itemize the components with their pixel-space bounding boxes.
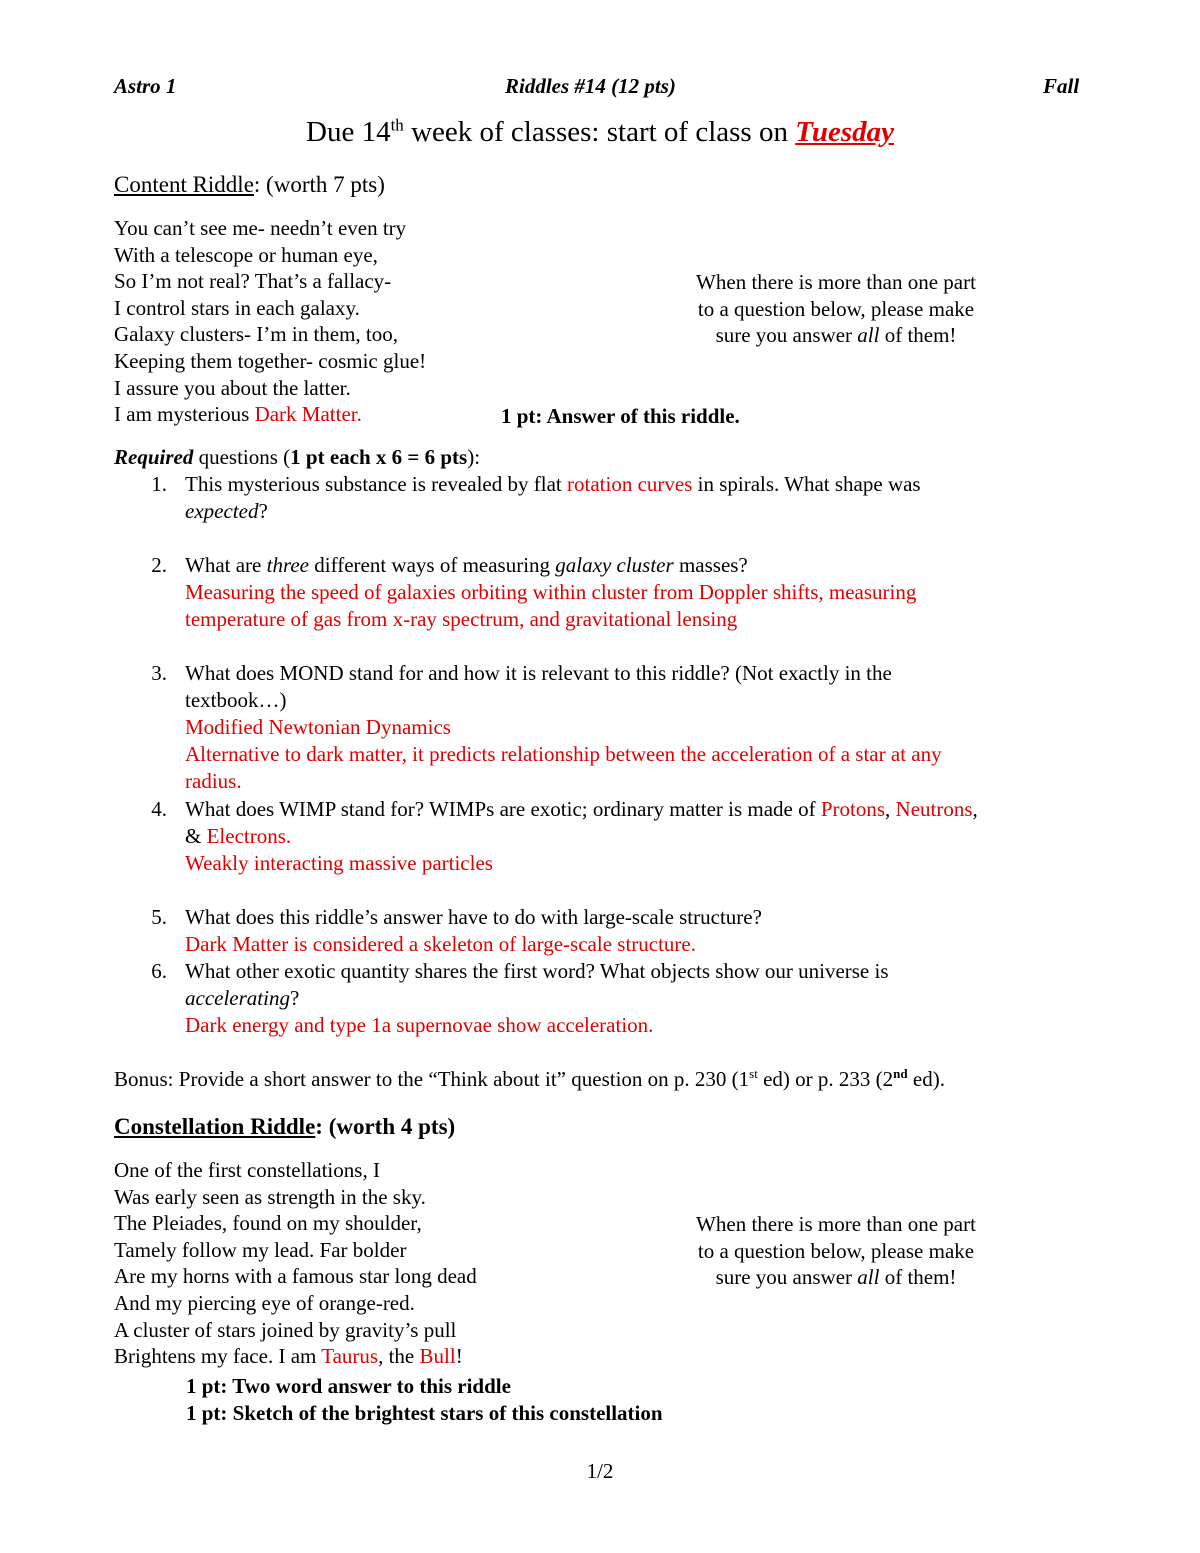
question-5: 5. What does this riddle’s answer have to do with large-scale structure? Dark Matter is considered a skeleton of large-scale structure. — [151, 905, 762, 956]
constellation-riddle-heading: Constellation Riddle: (worth 4 pts) — [114, 1114, 456, 1139]
content-riddle-points: 1 pt: Answer of this riddle. — [501, 404, 740, 428]
content-riddle-heading: Content Riddle: (worth 7 pts) — [114, 172, 385, 197]
question-4: 4. What does WIMP stand for? WIMPs are exotic; ordinary matter is made of Protons, Neutrons, & Electrons. Weakly interacting massive particles — [151, 797, 978, 875]
constellation-points-1: 1 pt: Two word answer to this riddle — [186, 1374, 511, 1398]
content-riddle-answer: Dark Matter. — [254, 402, 362, 427]
bonus-question: Bonus: Provide a short answer to the “Think about it” question on p. 230 (1st ed) or p. 233 (2nd ed). — [114, 1066, 945, 1091]
page-title: Due 14th week of classes: start of class on Tuesday — [306, 115, 894, 148]
question-3: 3. What does MOND stand for and how it is relevant to this riddle? (Not exactly in the textbook…) Modified Newtonian Dynamics Alternative to dark matter, it predicts relationship between the acceleration of a star at any radius. — [151, 661, 942, 793]
header-course: Astro 1 — [114, 74, 177, 98]
constellation-points-2: 1 pt: Sketch of the brightest stars of this constellation — [186, 1401, 663, 1425]
constellation-riddle-note: When there is more than one part to a question below, please make sure you answer all of them! — [696, 1212, 976, 1290]
question-2: 2. What are three different ways of measuring galaxy cluster masses? Measuring the speed of galaxies orbiting within cluster from Doppler shifts, measuring temperature of gas from x-ray spectrum, and gravitational lensing — [151, 553, 917, 631]
required-questions-line: Required questions (1 pt each x 6 = 6 pts): — [114, 445, 481, 469]
header-term: Fall — [1043, 74, 1080, 98]
due-day: Tuesday — [795, 116, 894, 148]
content-riddle-note: When there is more than one part to a question below, please make sure you answer all of them! — [696, 270, 976, 348]
constellation-riddle-poem: One of the first constellations, I Was early seen as strength in the sky. The Pleiades, found on my shoulder, Tamely follow my lead. Far bolder Are my horns with a famous star long dead And my piercing eye of orange-red. A cluster of stars joined by gravity’s pull Brightens my face. I am Taurus, the Bull! — [114, 1158, 477, 1369]
question-1: 1. This mysterious substance is revealed by flat rotation curves in spirals. What shape was expected? — [151, 472, 921, 523]
content-riddle-poem: You can’t see me- needn’t even try With a telescope or human eye, So I’m not real? That’s a fallacy- I control stars in each galaxy. Galaxy clusters- I’m in them, too, Keeping them together- cosmic glue! I assure you about the latter. I am mysterious Dark Matter. — [114, 216, 427, 427]
question-6: 6. What other exotic quantity shares the first word? What objects show our universe is accelerating? Dark energy and type 1a supernovae show acceleration. — [151, 959, 889, 1037]
header-assignment: Riddles #14 (12 pts) — [505, 74, 676, 98]
page-number: 1/2 — [586, 1459, 614, 1483]
constellation-answer-taurus: Taurus — [321, 1344, 379, 1369]
constellation-answer-bull: Bull — [419, 1344, 456, 1369]
